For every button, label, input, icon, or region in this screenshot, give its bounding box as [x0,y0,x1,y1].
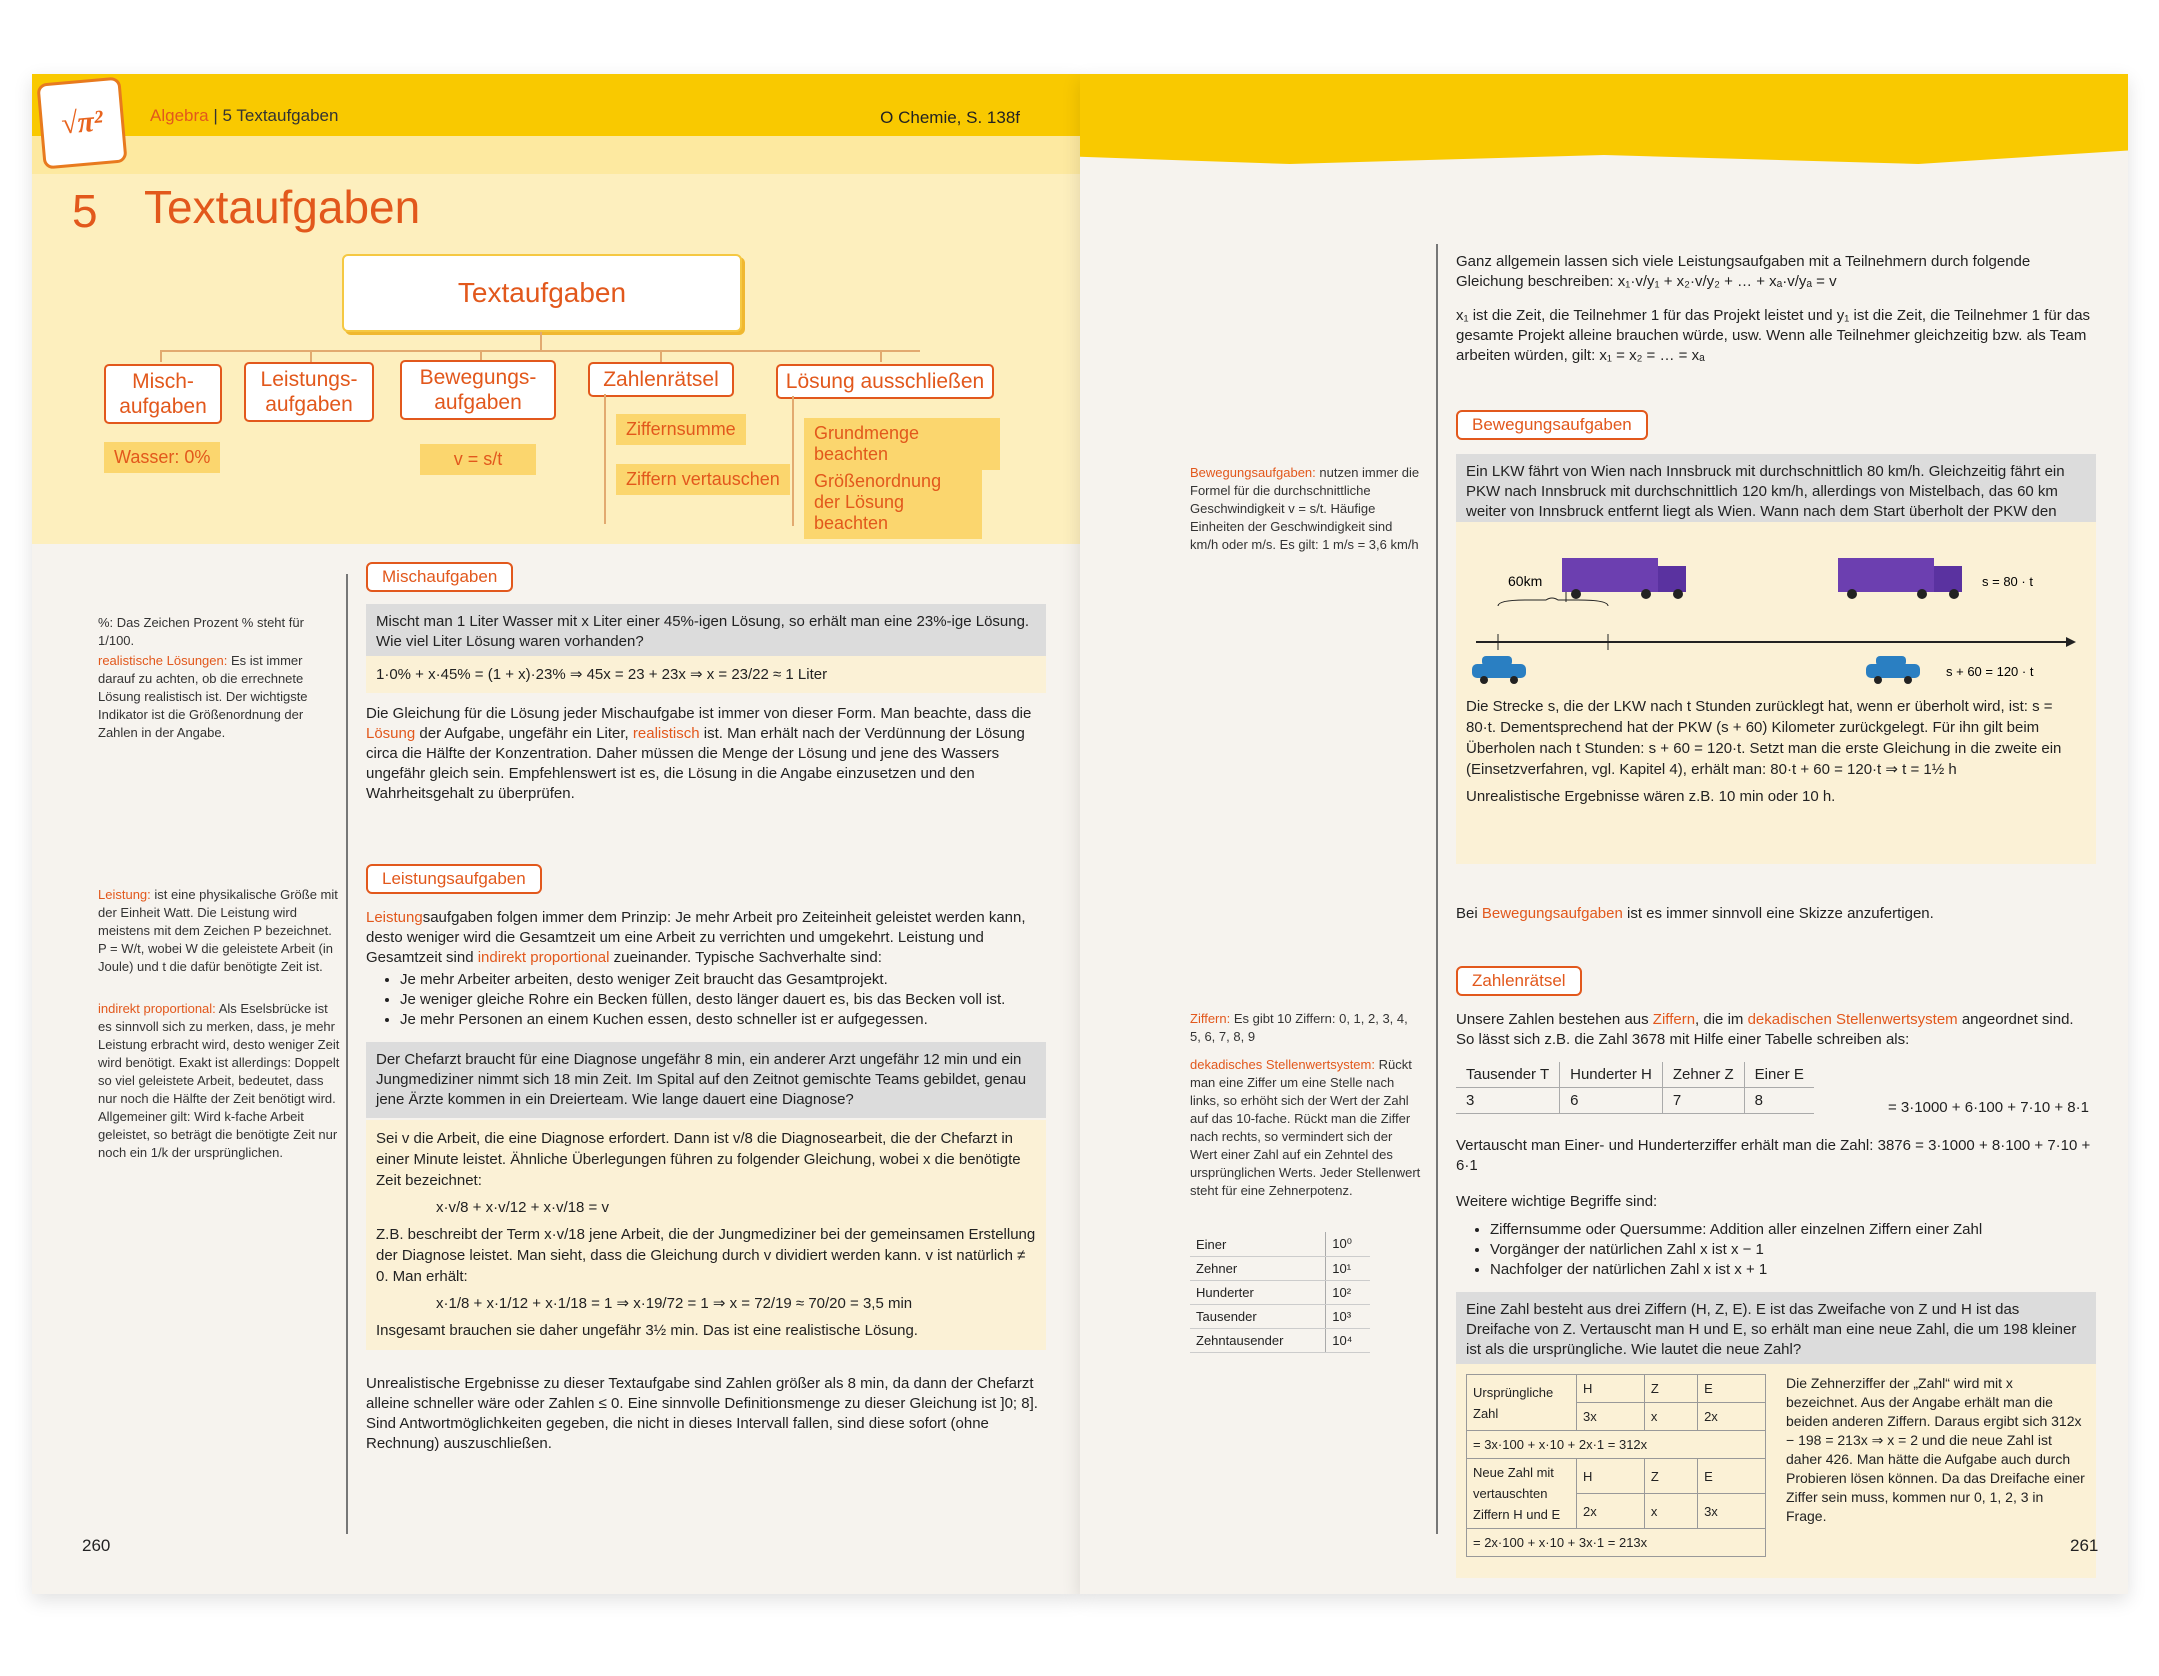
table-row [1190,1329,1370,1353]
label-60km: 60km [1508,573,1543,589]
sidenote-indirekt [98,1000,342,1162]
list-item: • Je mehr Arbeiter arbeiten, desto weniger Zeit braucht das Gesamtprojekt. [400,970,1052,990]
text: zueinander. Typische Sachverhalte sind: [609,949,882,966]
crumb-chapter[interactable]: 5 Textaufgaben [222,106,339,125]
paragraph: Unrealistische Ergebnisse zu dieser Textaufgabe sind Zahlen größer als 8 min, da dann der Chefarzt alleine schneller wäre oder Zahlen ≤ 0. Eine sinnvolle Definitionsmenge zu dieser Gleichung ist ]0; 8]. Sind Antwortmöglichkeiten gegeben, die nicht in dieses Intervall fallen, sind diese sofort (ohne Rechnung) auszuschließen. [366,1375,1038,1452]
label-lkw-eq: s = 80 · t [1982,574,2033,589]
text: Die Gleichung für die Lösung jeder Mischaufgabe ist immer von dieser Form. Man beachte, dass die [366,705,1032,722]
mindmap-bewegungsaufgaben[interactable]: Bewegungs- aufgaben [400,360,556,420]
sidenote-bewegung [1190,464,1422,554]
table-row [1190,1281,1370,1305]
table-cell: Ursprüngliche Zahl [1467,1375,1577,1431]
sidenote-realistisch [98,652,342,742]
mindmap-connector [880,350,882,362]
paragraph [1456,1010,2096,1050]
sidenote-text: nutzen immer die Formel für die durchschnittliche Geschwindigkeit v = s/t. Häufige Einheiten der Geschwindigkeit sind km/h oder m/s. Es gilt: 1 m/s = 3,6 km/h [1190,465,1420,552]
term: Leistung [366,909,423,926]
table-cell: 7 [1662,1088,1744,1114]
text: ist es immer sinnvoll eine Skizze anzufertigen. [1622,905,1934,922]
sidenote-text: Als Eselsbrücke ist es sinnvoll sich zu merken, dass, je mehr Leistung erbracht wird, desto weniger Zeit wird benötigt. Exakt ist allerdings: Doppelt so viel geleistete Arbeit, bedeutet, dass nur noch die Hälfte der Zeit benötigt wird. Allgemeiner gilt: Wird k-fache Arbeit geleistet, so beträgt die benötigte Zeit nur noch ein 1/k der ursprünglichen. [98,1001,340,1160]
paragraph [366,908,1046,968]
digit-table [1466,1374,1766,1557]
left-page [32,74,1080,1594]
table-cell: 10⁴ [1326,1329,1370,1353]
table-row [1467,1375,1766,1403]
mindmap-leistungsaufgaben[interactable]: Leistungs- aufgaben [244,362,374,422]
table-cell: Neue Zahl mit vertauschten Ziffern H und E [1467,1459,1577,1529]
pkw-end-icon [1866,656,1920,684]
sidenote-text: Es ist immer darauf zu achten, ob die errechnete Lösung realistisch ist. Der wichtigste Indikator ist die Größenordnung der Zahlen in der Angabe. [98,653,308,740]
mindmap-connector [792,396,794,526]
paragraph: Weitere wichtige Begriffe sind: [1456,1193,1658,1210]
table-cell: 6 [1560,1088,1663,1114]
sidenote-ziffern [1190,1010,1422,1046]
paragraph: x₁ ist die Zeit, die Teilnehmer 1 für das Projekt leistet und y₁ ist die Zeit, die Teilnehmer 1 für das gesamte Projekt alleine brauchen würde, usw. Wenn alle Teilnehmer gleichzeitig bzw. als Team arbeiten würden, gilt: x₁ = x₂ = … = xₐ [1456,307,2091,364]
table-cell: Hunderter [1190,1281,1326,1305]
mindmap-note-grundmenge: Grundmenge beachten [804,418,1000,470]
table-row [1456,1088,1814,1114]
paragraph: Ganz allgemein lassen sich viele Leistungsaufgaben mit a Teilnehmern durch folgende Gleichung beschreiben: x₁·v/y₁ + x₂·v/y₂ + … + xₐ·v/yₐ = v [1456,253,2031,290]
table-header: Z [1644,1375,1697,1403]
stellenwert-table [1190,1232,1370,1353]
table-cell: 10³ [1326,1305,1370,1329]
mindmap-note-ziffern-vertauschen: Ziffern vertauschen [616,464,790,495]
question-box: Der Chefarzt braucht für eine Diagnose ungefähr 8 min, ein anderer Arzt ungefähr 12 min und ein Jungmediziner nimmt sich 18 min Zeit. Im Spital auf den Zeitnot gemischte Teams gebildet, genau jene Ärzte kommen in ein Dreierteam. Wie lange dauert eine Diagnose? [366,1042,1046,1118]
label-pkw-eq: s + 60 = 120 · t [1946,664,2034,679]
term: Leistung: [98,887,151,902]
table-cell: Tausender [1190,1305,1326,1329]
table-row [1467,1459,1766,1494]
movement-sketch [1466,530,2086,690]
pkw-start-icon [1472,656,1526,684]
mindmap-connector [160,350,920,352]
crumb-algebra[interactable]: Algebra [150,106,209,125]
right-page [1080,74,2128,1594]
book-spread [32,74,2128,1594]
list-item: • Ziffernsumme oder Quersumme: Addition aller einzelnen Ziffern einer Zahl [1490,1220,2092,1240]
table-cell: Zehner [1190,1257,1326,1281]
mindmap-note-formula: v = s/t [420,444,536,475]
table-header: Zehner Z [1662,1062,1744,1088]
table-cell: 2x [1577,1494,1645,1529]
list-item: • Je weniger gleiche Rohre ein Becken füllen, desto länger dauert es, bis das Becken voll ist. [400,990,1052,1010]
sidenote-text: Es gibt 10 Ziffern: 0, 1, 2, 3, 4, 5, 6, 7, 8, 9 [1190,1011,1408,1044]
table-cell: x [1644,1494,1697,1529]
axis-arrow [2066,637,2076,647]
mindmap-connector [160,350,162,362]
sidenote-text: Rückt man eine Ziffer um eine Stelle nach links, so erhöht sich der Wert der Zahl auf das 10-fache. Rückt man die Ziffer nach rechts, so vermindert sich der Wert einer Zahl auf ein Zehntel des ursprünglichen Werts. Jeder Stellenwert steht für eine Zehnerpotenz. [1190,1057,1421,1198]
place-value-table [1456,1062,1814,1114]
mindmap-note-ziffernsumme: Ziffernsumme [616,414,746,445]
bullet-list [382,970,1052,1030]
term: realistisch [632,725,700,742]
term: Ziffern [1652,1011,1696,1028]
list-item: • Nachfolger der natürlichen Zahl x ist x + 1 [1490,1260,2092,1280]
paragraph [366,704,1046,804]
page-number: 260 [82,1536,111,1555]
mindmap-connector [660,350,662,362]
list-item: • Je mehr Personen an einem Kuchen essen, desto schneller ist er aufgegessen. [400,1010,1052,1030]
paragraph [1456,904,2096,924]
table-header: E [1698,1375,1766,1403]
table-header: Tausender T [1456,1062,1560,1088]
term: dekadisches Stellenwertsystem: [1190,1057,1375,1072]
sidenote-text: ist eine physikalische Größe mit der Einheit Watt. Die Leistung wird meistens mit dem Zeichen P bezeichnet. P = W/t, wobei W die geleistete Arbeit (in Joule) und t die dafür benötigte Zeit ist. [98,887,338,974]
table-row [1190,1257,1370,1281]
mindmap-connector [540,332,542,350]
table-cell: 10⁰ [1326,1232,1370,1257]
sidenote-stellenwertsystem [1190,1056,1422,1200]
table-cell: 2x [1698,1403,1766,1431]
mindmap-zahlenraetsel[interactable]: Zahlenrätsel [588,362,734,397]
solution-text: Die Strecke s, die der LKW nach t Stunden zurücklegt hat, wenn er überholt wird, ist: s = 80·t. Dementsprechend hat der PKW (s + 60) Kilometer zurückgelegt. Für ihn gilt beim Überholen nach t Stunden: s + 60 = 120·t. Setzt man die erste Gleichung in die zweite ein (Einsetzverfahren, vgl. Kapitel 4), erhält man: 80·t + 60 = 120·t ⇒ t = 1½ h [1466,698,2062,778]
chapter-logo: √π² [36,77,127,170]
table-header: H [1577,1375,1645,1403]
table-cell: 3x [1698,1494,1766,1529]
mindmap-center: Textaufgaben [342,254,742,332]
text: saufgaben folgen immer dem Prinzip: Je mehr Arbeit pro Zeiteinheit geleistet werden kann, desto weniger wird die Gesamtzeit um eine Arbeit zu verrichten und umgekehrt. Leistung und Gesamtzeit sind [366,909,1026,966]
table-cell: 8 [1744,1088,1814,1114]
page-number: 261 [2070,1536,2099,1555]
table-cell: 3 [1456,1088,1560,1114]
sidenote-prozent: %: Das Zeichen Prozent % steht für 1/100. [98,615,304,648]
term: dekadischen Stellenwertsystem [1747,1011,1958,1028]
table-cell: 3x [1577,1403,1645,1431]
mindmap-connector [604,394,606,524]
question-box: Eine Zahl besteht aus drei Ziffern (H, Z, E). E ist das Zweifache von Z und H ist das Dreifache von Z. Vertauscht man H und E, so erhält man eine neue Zahl, die um 198 kleiner ist als die ursprüngliche. Wie lautet die neue Zahl? [1456,1292,2096,1368]
equation: x·v/8 + x·v/12 + x·v/18 = v [436,1199,609,1216]
term: Lösung [366,725,416,742]
table-header: Einer E [1744,1062,1814,1088]
paragraph: Vertauscht man Einer- und Hunderterziffer erhält man die Zahl: 3876 = 3·1000 + 8·100 + 7·10 + 6·1 [1456,1137,2091,1174]
table-cell: 10² [1326,1281,1370,1305]
mindmap-note-groessenordnung: Größenordnung der Lösung beachten [804,466,982,539]
equation: x·1/8 + x·1/12 + x·1/18 = 1 ⇒ x·19/72 = 1 ⇒ x = 72/19 ≈ 70/20 = 3,5 min [436,1295,913,1312]
table-row [1467,1529,1766,1557]
term: Bewegungsaufgaben [1481,905,1623,922]
term: Ziffern: [1190,1011,1231,1026]
text: ist. Man erhält nach der Verdünnung der Lösung circa die Hälfte der Konzentration. Daher müssen die Menge der Lösung und jene des Wassers ungefähr gleich sein. Empfehlenswert ist es, die Lösung in die Angabe einzusetzen und den Wahrheitsgehalt zu überprüfen. [366,725,1025,802]
mindmap-note-wasser: Wasser: 0% [104,442,220,473]
table-cell: = 2x·100 + x·10 + 3x·1 = 213x [1467,1529,1766,1557]
table-cell: 10¹ [1326,1257,1370,1281]
section-mischaufgaben[interactable]: Mischaufgaben [366,562,513,592]
solution-text: Unrealistische Ergebnisse wären z.B. 10 min oder 10 h. [1466,788,1836,805]
question-box: Mischt man 1 Liter Wasser mit x Liter einer 45%-igen Lösung, so erhält man eine 23%-ige Lösung. Wie viel Liter Lösung waren vorhanden? [366,604,1046,660]
table-row [1467,1431,1766,1459]
table-row [1456,1062,1814,1088]
table-header: Z [1644,1459,1697,1494]
question-box: Ein LKW fährt von Wien nach Innsbruck mit durchschnittlich 80 km/h. Gleichzeitig fährt ein PKW nach Innsbruck mit durchschnittlich 120 km/h, allerdings von Mistelbach, das 60 km weiter von Innsbruck entfernt liegt als Wien. Wann nach dem Start überholt der PKW den [1456,454,2096,550]
table-row [1190,1305,1370,1329]
text: , die im [1695,1011,1748,1028]
list-item: • Vorgänger der natürlichen Zahl x ist x − 1 [1490,1240,2092,1260]
table-cell: Einer [1190,1232,1326,1257]
table-header: E [1698,1459,1766,1494]
term: Bewegungsaufgaben: [1190,465,1316,480]
formula-box: 1·0% + x·45% = (1 + x)·23% ⇒ 45x = 23 + 23x ⇒ x = 23/22 ≈ 1 Liter [366,656,1046,693]
column-divider [1436,244,1438,1534]
table-header: H [1577,1459,1645,1494]
lkw-start-icon [1562,558,1686,599]
solution-text: Insgesamt brauchen sie daher ungefähr 3½ min. Das ist eine realistische Lösung. [376,1322,918,1339]
solution-text: Sei v die Arbeit, die eine Diagnose erfordert. Dann ist v/8 die Diagnosearbeit, die der Chefarzt in einer Minute leistet. Ähnliche Überlegungen führen zu folgender Gleichung, wobei x die benötigte Zeit bezeichnet: [376,1130,1021,1189]
table-row [1190,1232,1370,1257]
table-cell: x [1644,1403,1697,1431]
term: realistische Lösungen: [98,653,228,668]
table-header: Hunderter H [1560,1062,1663,1088]
text: Bei [1456,905,1482,922]
cross-reference[interactable]: O Chemie, S. 138f [880,108,1020,127]
section-zahlenraetsel[interactable]: Zahlenrätsel [1456,966,1582,996]
chapter-number: 5 [72,185,98,237]
brace-60km [1498,598,1608,606]
place-value-equation: = 3·1000 + 6·100 + 7·10 + 8·1 [1888,1099,2089,1116]
mindmap-connector [310,350,312,362]
mindmap-loesung-ausschliessen[interactable]: Lösung ausschließen [776,364,994,399]
term: indirekt proportional [477,949,610,966]
text: der Aufgabe, ungefähr ein Liter, [415,725,633,742]
mindmap-mischaufgaben[interactable]: Misch- aufgaben [104,364,222,424]
answer-text: Die Zehnerziffer der „Zahl“ wird mit x bezeichnet. Aus der Angabe erhält man die beiden anderen Ziffern. Daraus ergibt sich 312x − 198 = 213x ⇒ x = 2 und die neue Zahl ist daher 426. Man hätte die Aufgabe auch durch Probieren lösen können. Da das Dreifache einer Ziffer sein muss, kommen nur 0, 1, 2, 3 in Frage. [1786,1375,2085,1524]
section-leistungsaufgaben[interactable]: Leistungsaufgaben [366,864,542,894]
lkw-end-icon [1838,558,1962,599]
chapter-title: Textaufgaben [144,181,421,233]
table-cell: = 3x·100 + x·10 + 2x·1 = 312x [1467,1431,1766,1459]
solution-text: Z.B. beschreibt der Term x·v/18 jene Arbeit, die der Jungmediziner bei der gemeinsamen Erstellung der Diagnose leistet. Man sieht, dass die Gleichung durch v dividiert werden kann. v ist natürlich ≠ 0. Man erhält: [376,1226,1036,1285]
top-band [1080,74,2128,164]
solution-box [366,1120,1046,1350]
crumb-separator: | [213,106,218,125]
text: Unsere Zahlen bestehen aus [1456,1011,1653,1028]
breadcrumb [150,106,338,126]
term: indirekt proportional: [98,1001,216,1016]
column-divider [346,574,348,1534]
text: angeordnet sind. So lässt sich z.B. die Zahl 3678 mit Hilfe einer Tabelle schreiben als: [1456,1011,2074,1048]
solution-box [1456,522,2096,864]
solution-box [1456,1364,2099,1578]
sidenote-leistung [98,886,342,976]
bullet-list [1472,1220,2092,1280]
table-cell: Zehntausender [1190,1329,1326,1353]
section-bewegungsaufgaben[interactable]: Bewegungsaufgaben [1456,410,1648,440]
